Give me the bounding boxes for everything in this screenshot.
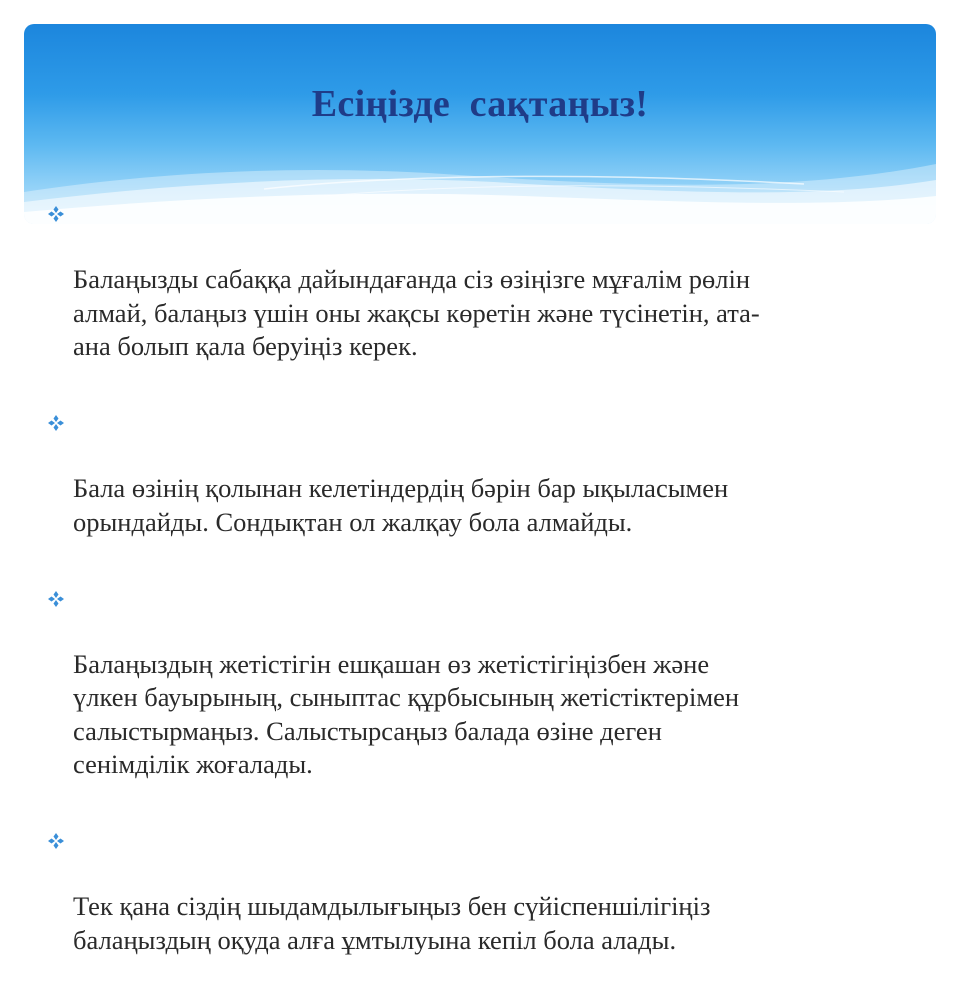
list-item: [46, 196, 906, 397]
diamond-bullet-icon: [47, 590, 65, 608]
bullet-list: [46, 196, 906, 999]
list-item: [46, 823, 906, 991]
bullet-text: Бала өзінің қолынан келетіндердің бәрін бар ықыласымен орындайды. Сондықтан ол жалқау бола алмайды.: [73, 473, 729, 537]
diamond-bullet-icon: [47, 414, 65, 432]
diamond-bullet-icon: [47, 205, 65, 223]
diamond-bullet-icon: [47, 832, 65, 850]
bullet-text: Тек қана сіздің шыдамдылығыңыз бен сүйіспеншілігіңіз балаңыздың оқуда алға ұмтылуына кепіл бола алады.: [73, 891, 711, 955]
bullet-text: Балаңызды сабаққа дайындағанда сіз өзіңізге мұғалім рөлін алмай, балаңыз үшін оны жақсы көретін және түсінетін, ата- ана болып қала беруіңіз керек.: [73, 264, 760, 361]
slide-title: Есіңізде сақтаңыз!: [311, 83, 649, 125]
bullet-text: Балаңыздың жетістігін ешқашан өз жетістігіңізбен және үлкен бауырының, сыныптас құрбысының жетістіктерімен салыстырмаңыз. Салыстырсаңыз балада өзіне деген сенімділік жоғалады.: [73, 648, 740, 779]
list-item: [46, 405, 906, 573]
list-item: [46, 581, 906, 816]
